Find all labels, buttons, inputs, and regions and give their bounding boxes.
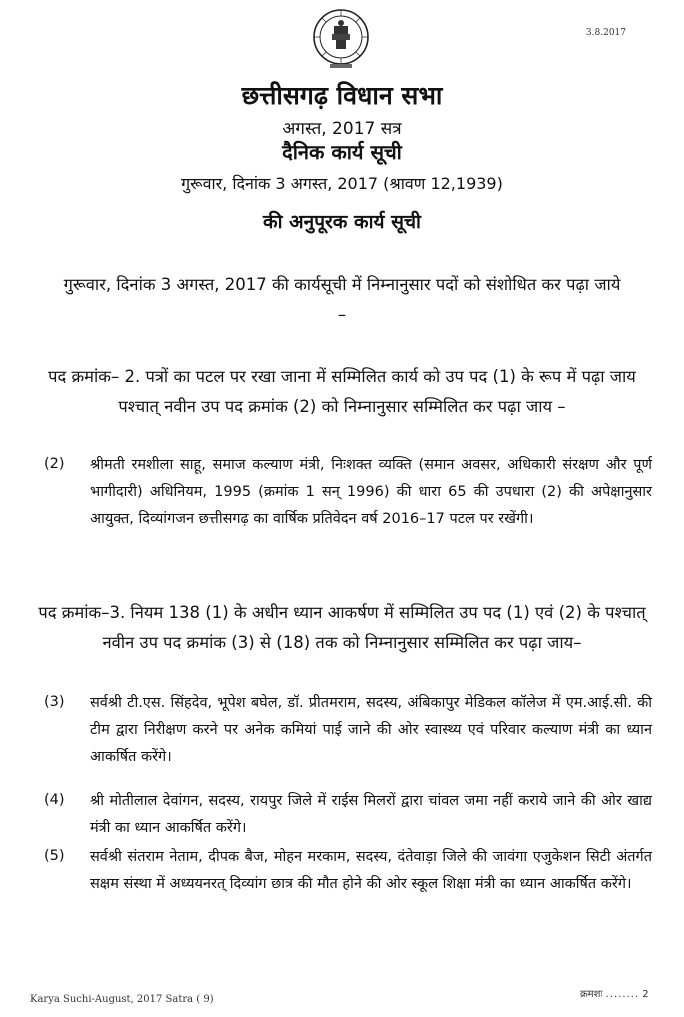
item-number: (5) — [44, 848, 65, 864]
continued-page: 2 — [642, 989, 649, 1000]
intro-paragraph: गुरूवार, दिनांक 3 अगस्त, 2017 की कार्यसूची में निम्नानुसार पदों को संशोधित कर पढ़ा जाये – — [63, 275, 621, 324]
page-title: छत्तीसगढ़ विधान सभा — [241, 81, 443, 110]
continued-dots: ........ — [605, 989, 640, 1000]
assembly-emblem-icon — [312, 8, 370, 70]
continued-label: क्रमशः — [580, 989, 603, 1000]
pad-3-heading: पद क्रमांक–3. नियम 138 (1) के अधीन ध्यान आकर्षण में सम्मिलित उप पद (1) एवं (2) के पश्चात् नवीन उप पद क्रमांक (3) से (18) तक को निम्नानुसार सम्मिलित कर पढ़ा जाय– — [38, 603, 646, 652]
item-number: (3) — [44, 694, 65, 710]
item-text: सर्वश्री संतराम नेताम, दीपक बैज, मोहन मरकाम, सदस्य, दंतेवाड़ा जिले की जावंगा एजुकेशन सिटी अंतर्गत सक्षम संस्था में अध्ययनरत् दिव्यांग छात्र की मौत होने की ओर स्कूल शिक्षा मंत्री का ध्यान आकर्षित करेंगे। — [90, 849, 652, 892]
item-text: सर्वश्री टी.एस. सिंहदेव, भूपेश बघेल, डॉ. प्रीतमराम, सदस्य, अंबिकापुर मेडिकल कॉलेज में एम.आई.सी. की टीम द्वारा निरीक्षण करने पर अनेक कमियां पाई जाने की ओर स्वास्थ्य एवं परिवार कल्याण मंत्री का ध्यान आकर्षित करेंगे। — [90, 695, 652, 765]
date-line: गुरूवार, दिनांक 3 अगस्त, 2017 (श्रावण 12,1939) — [181, 174, 503, 193]
item-text: श्री मोतीलाल देवांगन, सदस्य, रायपुर जिले में राईस मिलरों द्वारा चांवल जमा नहीं कराये जाने की ओर खाद्य मंत्री का ध्यान आकर्षित करेंगे। — [90, 793, 652, 836]
session-label: अगस्त, 2017 सत्र — [282, 119, 402, 139]
supplementary-title: की अनुपूरक कार्य सूची — [263, 211, 421, 233]
item-number: (4) — [44, 792, 65, 808]
footer-reference: Karya Suchi-August, 2017 Satra ( 9) — [30, 994, 214, 1005]
pad-2-heading: पद क्रमांक– 2. पत्रों का पटल पर रखा जाना में सम्मिलित कार्य को उप पद (1) के रूप में पढ़ा जाय पश्चात् नवीन उप पद क्रमांक (2) को निम्नानुसार सम्मिलित कर पढ़ा जाय – — [48, 367, 636, 416]
date-stamp: 3.8.2017 — [585, 28, 626, 38]
item-number: (2) — [44, 456, 65, 472]
continued-marker — [580, 986, 649, 1000]
item-text: श्रीमती रमशीला साहू, समाज कल्याण मंत्री, निःशक्त व्यक्ति (समान अवसर, अधिकारी संरक्षण और पूर्ण भागीदारी) अधिनियम, 1995 (क्रमांक 1 सन् 1996) की धारा 65 की उपधारा (2) की अपेक्षानुसार आयुक्त, दिव्यांगजन छत्तीसगढ़ का वार्षिक प्रतिवेदन वर्ष 2016–17 पटल पर रखेंगी। — [90, 457, 652, 527]
agenda-title: दैनिक कार्य सूची — [282, 140, 402, 164]
